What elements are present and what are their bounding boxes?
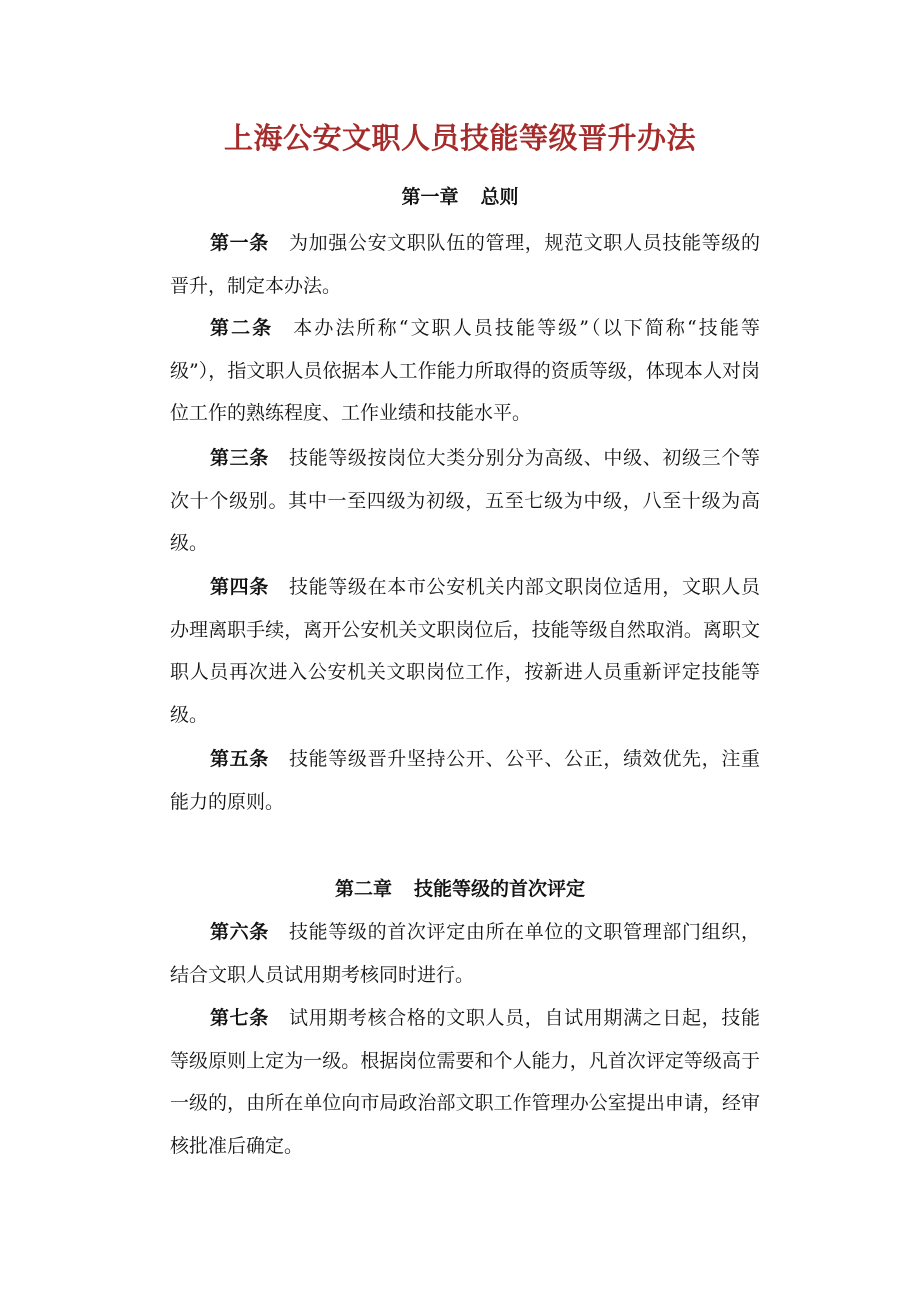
article-text: 技能等级按岗位大类分别分为高级、中级、初级三个等次十个级别。其中一至四级为初级，五至七级为中级，八至十级为高级。 bbox=[170, 447, 760, 554]
article-text: 本办法所称“文职人员技能等级”（以下简称“技能等级”），指文职人员依据本人工作能力所取得的资质等级，体现本人对岗位工作的熟练程度、工作业绩和技能水平。 bbox=[170, 317, 760, 424]
chapter-name: 技能等级的首次评定 bbox=[414, 878, 586, 900]
article-text: 技能等级晋升坚持公开、公平、公正，绩效优先，注重能力的原则。 bbox=[170, 748, 760, 813]
article-number: 第五条 bbox=[210, 748, 269, 770]
chapter-name: 总则 bbox=[480, 186, 519, 208]
article-number: 第六条 bbox=[210, 921, 269, 943]
article-6 bbox=[170, 911, 760, 996]
article-7 bbox=[170, 997, 760, 1167]
article-5 bbox=[170, 738, 760, 823]
article-number: 第一条 bbox=[210, 232, 269, 254]
chapter-number: 第一章 bbox=[401, 186, 459, 208]
article-text: 技能等级的首次评定由所在单位的文职管理部门组织，结合文职人员试用期考核同时进行。 bbox=[170, 921, 760, 986]
article-2 bbox=[170, 307, 760, 435]
article-4 bbox=[170, 566, 760, 736]
article-number: 第七条 bbox=[210, 1007, 269, 1029]
chapter-heading-1 bbox=[0, 180, 920, 214]
article-3 bbox=[170, 437, 760, 565]
chapter-heading-2 bbox=[0, 872, 920, 906]
article-text: 试用期考核合格的文职人员，自试用期满之日起，技能等级原则上定为一级。根据岗位需要和个人能力，凡首次评定等级高于一级的，由所在单位向市局政治部文职工作管理办公室提出申请，经审核批准后确定。 bbox=[170, 1007, 760, 1157]
article-text: 技能等级在本市公安机关内部文职岗位适用，文职人员办理离职手续，离开公安机关文职岗位后，技能等级自然取消。离职文职人员再次进入公安机关文职岗位工作，按新进人员重新评定技能等级。 bbox=[170, 576, 760, 726]
chapter-number: 第二章 bbox=[334, 878, 392, 900]
article-number: 第三条 bbox=[210, 447, 269, 469]
article-text: 为加强公安文职队伍的管理，规范文职人员技能等级的晋升，制定本办法。 bbox=[170, 232, 760, 297]
article-number: 第四条 bbox=[210, 576, 269, 598]
document-title: 上海公安文职人员技能等级晋升办法 bbox=[223, 121, 696, 155]
article-1 bbox=[170, 222, 760, 307]
article-number: 第二条 bbox=[210, 317, 274, 339]
